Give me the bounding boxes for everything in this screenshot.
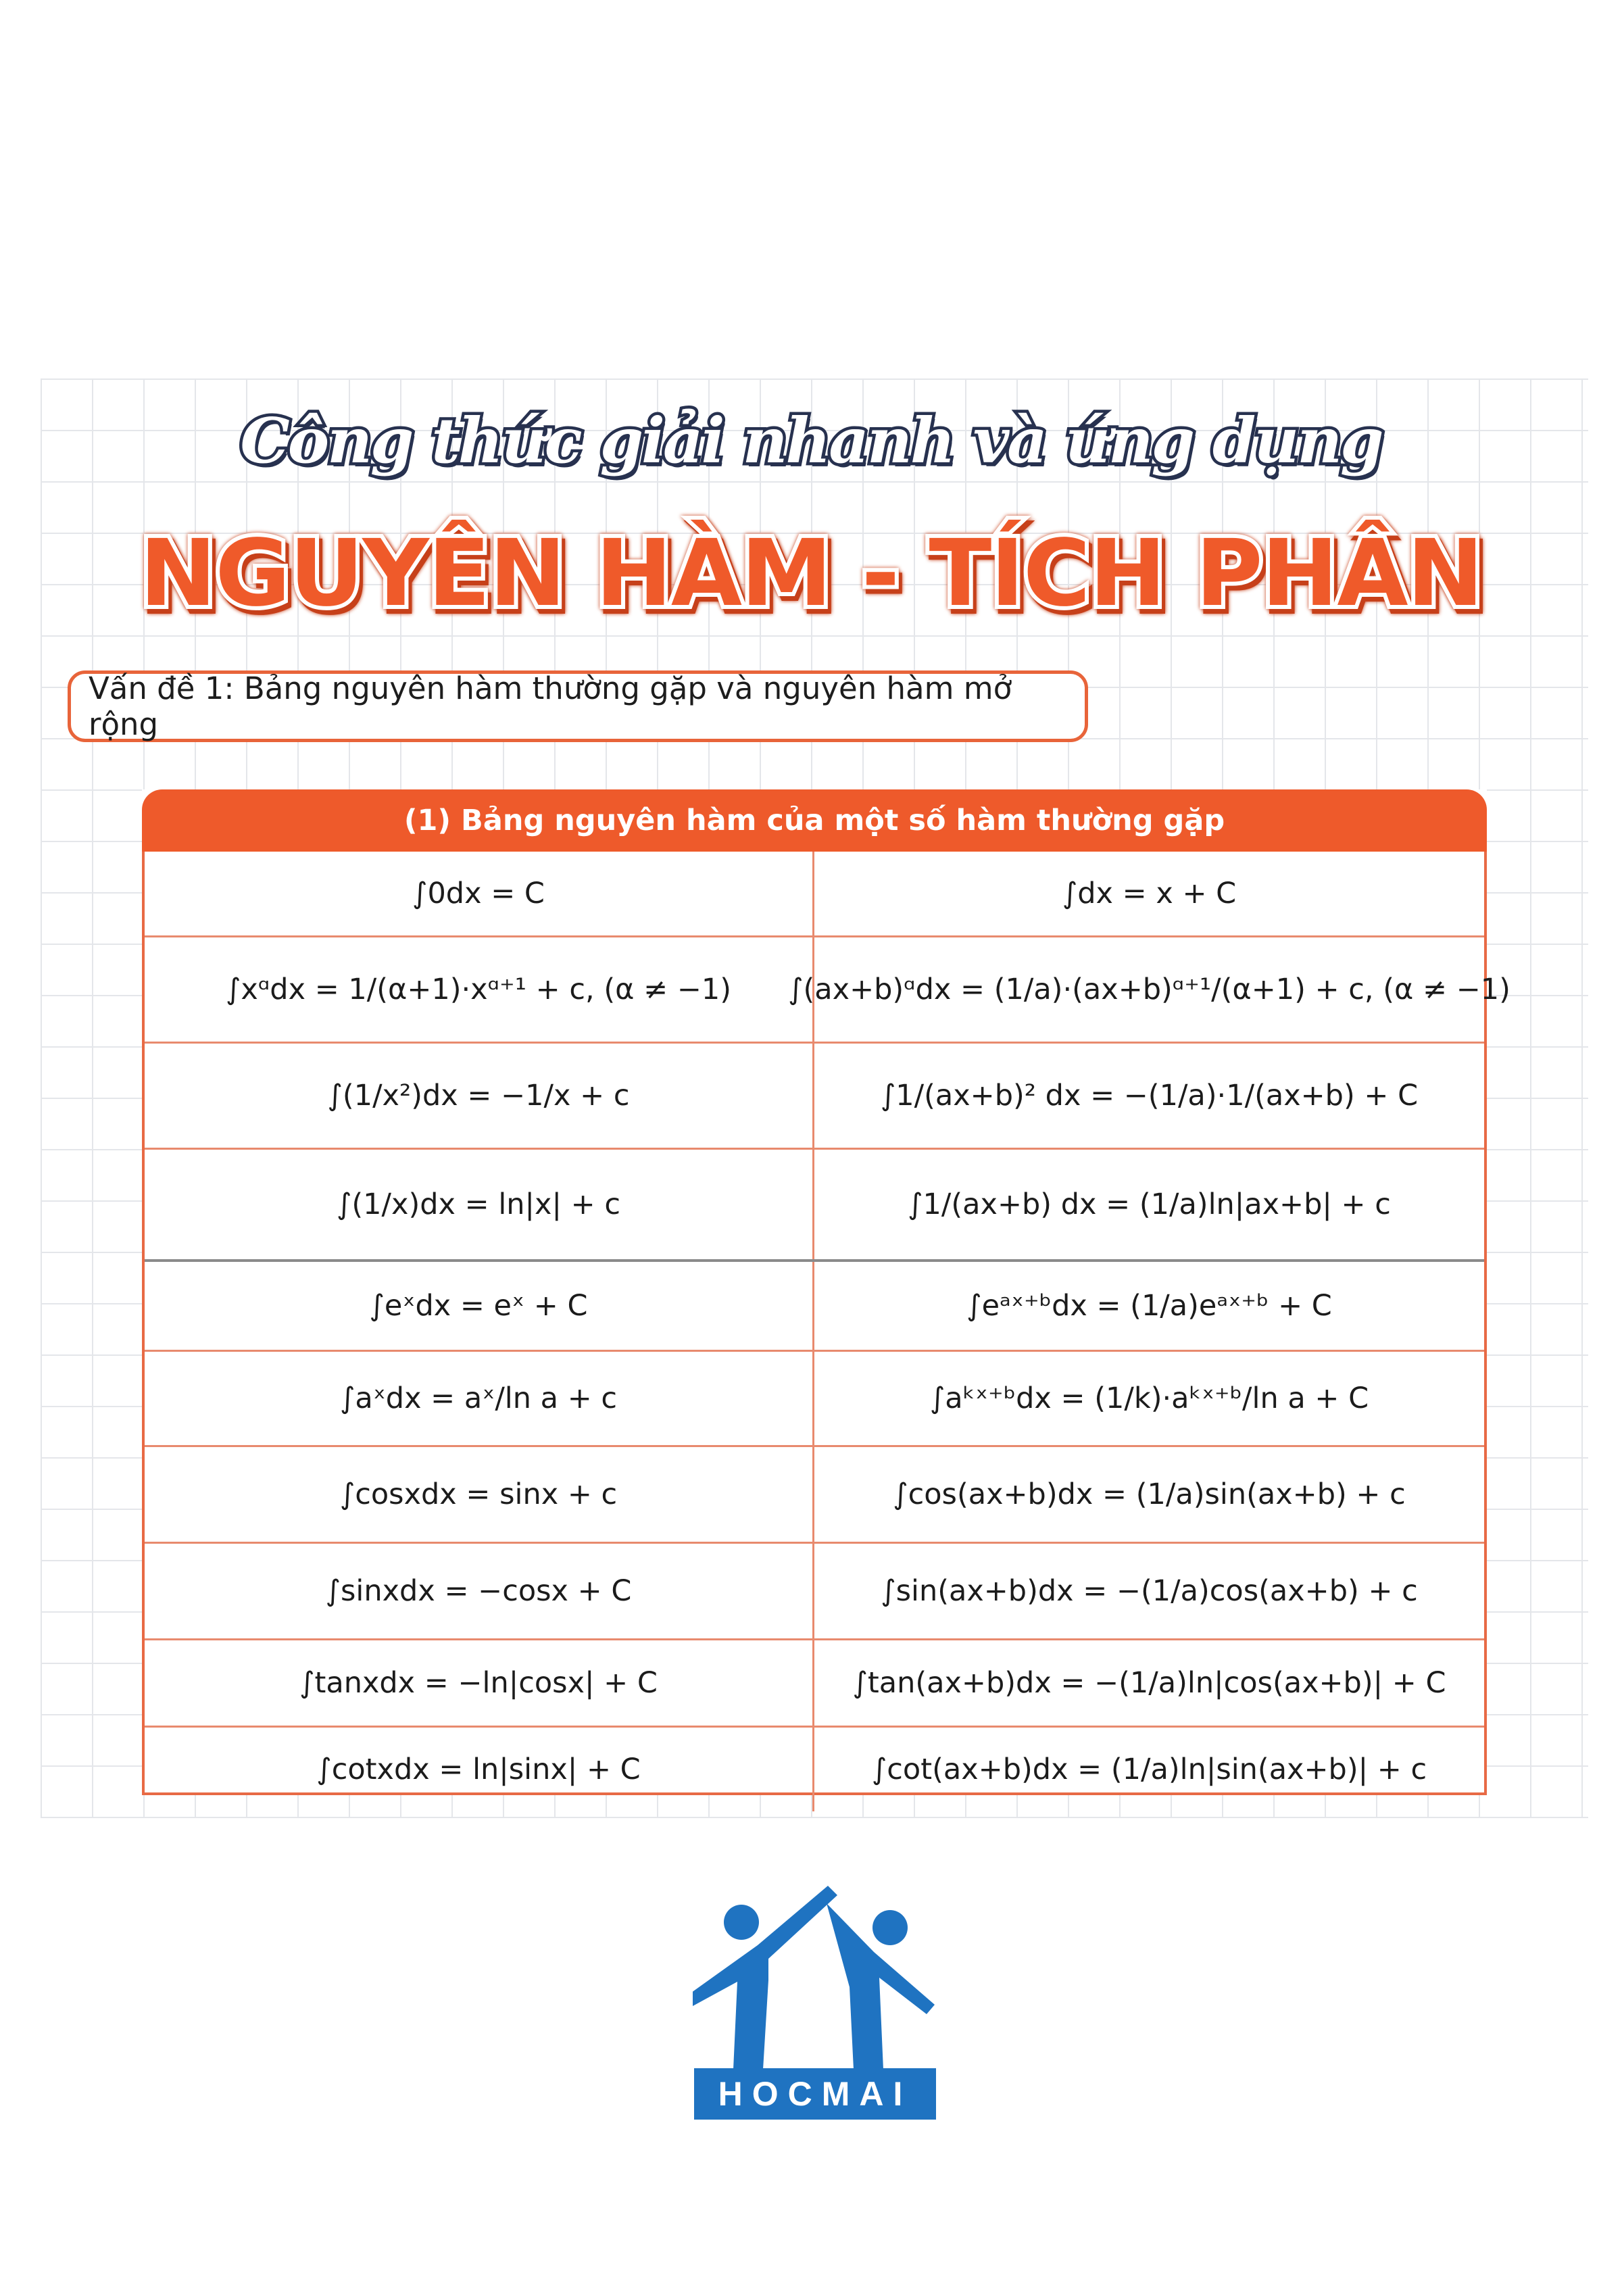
formula-left: ∫0dx = C bbox=[145, 852, 814, 935]
formula-table bbox=[142, 789, 1510, 1795]
subtitle-heading: Công thức giải nhanh và ứng dụng bbox=[240, 404, 1382, 477]
formula-left: ∫cosxdx = sinx + c bbox=[145, 1447, 814, 1542]
table-row bbox=[145, 1262, 1484, 1352]
formula-left: ∫xᵅdx = 1/(α+1)·xᵅ⁺¹ + c, (α ≠ −1) bbox=[145, 937, 814, 1042]
formula-left: ∫sinxdx = −cosx + C bbox=[145, 1544, 814, 1638]
table-row bbox=[145, 1150, 1484, 1262]
formula-right: ∫eᵃˣ⁺ᵇdx = (1/a)eᵃˣ⁺ᵇ + C bbox=[966, 1289, 1332, 1323]
formula-left: ∫eˣdx = eˣ + C bbox=[145, 1262, 814, 1350]
table-row bbox=[145, 1044, 1484, 1150]
formula-right: ∫tan(ax+b)dx = −(1/a)ln|cos(ax+b)| + C bbox=[852, 1666, 1446, 1700]
table-row bbox=[145, 1544, 1484, 1640]
formula-left: ∫tanxdx = −ln|cosx| + C bbox=[145, 1640, 814, 1726]
formula-right: ∫cot(ax+b)dx = (1/a)ln|sin(ax+b)| + c bbox=[871, 1753, 1427, 1786]
table-header: (1) Bảng nguyên hàm của một số hàm thường gặp bbox=[142, 789, 1487, 852]
formula-left: ∫cotxdx = ln|sinx| + C bbox=[145, 1728, 814, 1811]
formula-right: ∫(ax+b)ᵅdx = (1/a)·(ax+b)ᵅ⁺¹/(α+1) + c, (α ≠ −1) bbox=[788, 973, 1510, 1006]
main-title: NGUYÊN HÀM - TÍCH PHÂN bbox=[139, 520, 1483, 627]
formula-right: ∫1/(ax+b) dx = (1/a)ln|ax+b| + c bbox=[908, 1188, 1391, 1221]
formula-right: ∫dx = x + C bbox=[1062, 877, 1237, 910]
table-row bbox=[145, 1352, 1484, 1447]
hocmai-logo-text: HOCMAI bbox=[694, 2068, 936, 2120]
formula-right: ∫cos(ax+b)dx = (1/a)sin(ax+b) + c bbox=[893, 1477, 1406, 1511]
table-body bbox=[142, 852, 1510, 1795]
table-row bbox=[145, 1728, 1484, 1811]
formula-left: ∫(1/x)dx = ln|x| + c bbox=[145, 1150, 814, 1259]
formula-right: ∫1/(ax+b)² dx = −(1/a)·1/(ax+b) + C bbox=[880, 1079, 1419, 1113]
table-row bbox=[145, 1640, 1484, 1728]
table-row bbox=[145, 937, 1510, 1044]
section-label: Vấn đề 1: Bảng nguyên hàm thường gặp và nguyên hàm mở rộng bbox=[89, 670, 1012, 742]
formula-right: ∫sin(ax+b)dx = −(1/a)cos(ax+b) + c bbox=[881, 1574, 1418, 1608]
table-row bbox=[145, 1447, 1484, 1544]
formula-left: ∫aˣdx = aˣ/ln a + c bbox=[145, 1352, 814, 1445]
table-row bbox=[145, 852, 1484, 937]
formula-left: ∫(1/x²)dx = −1/x + c bbox=[145, 1044, 814, 1148]
formula-right: ∫aᵏˣ⁺ᵇdx = (1/k)·aᵏˣ⁺ᵇ/ln a + C bbox=[929, 1382, 1369, 1415]
section-label-box bbox=[68, 670, 1088, 742]
